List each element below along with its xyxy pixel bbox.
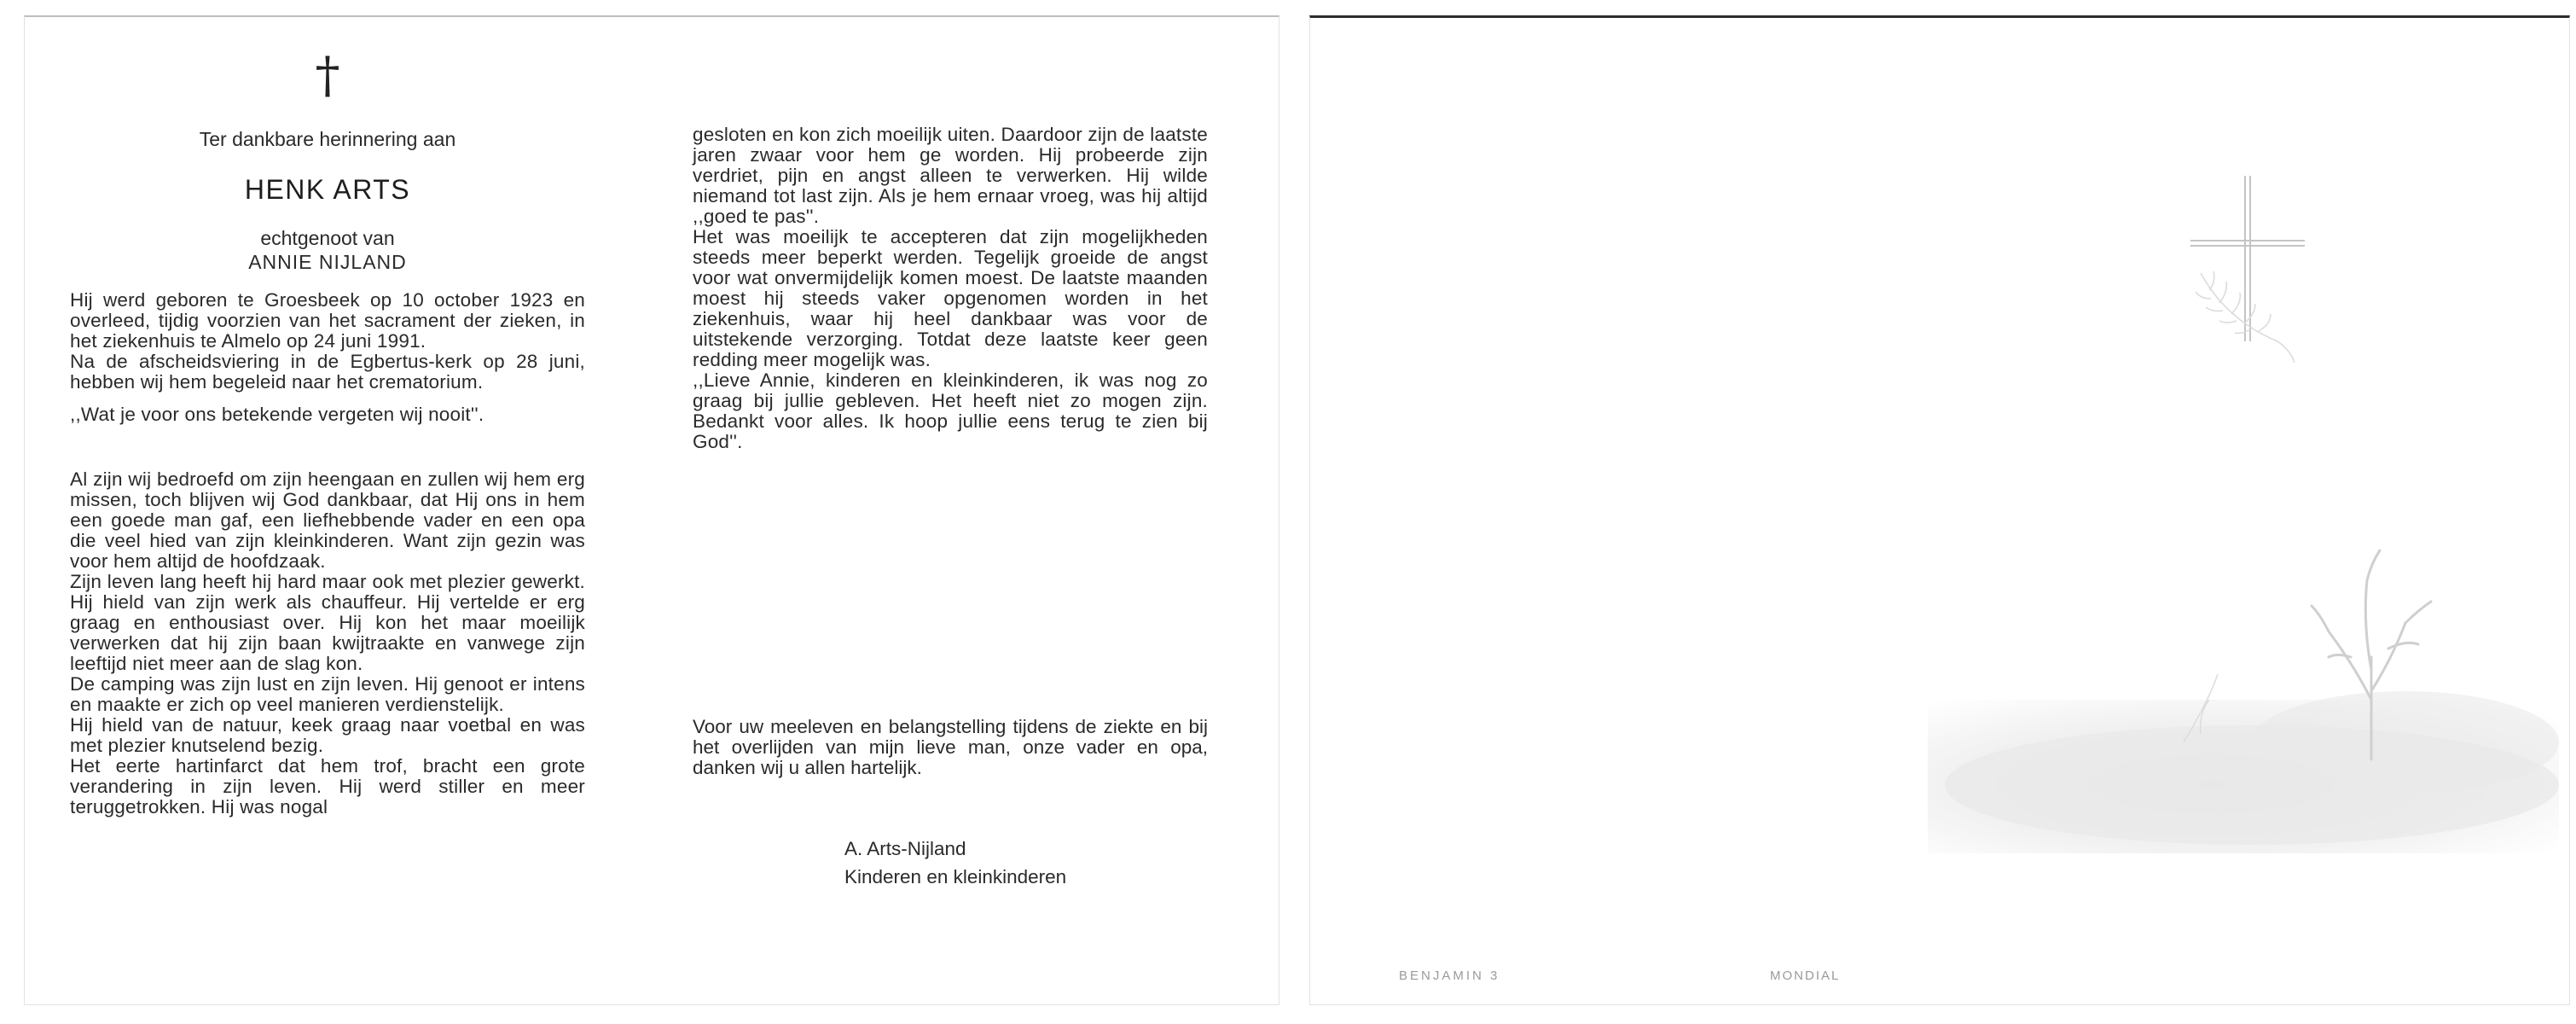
- deceased-name: HENK ARTS: [244, 174, 411, 205]
- cross-icon: †: [315, 46, 340, 104]
- paragraph: Het was moeilijk te accepteren dat zijn mogelijkheden steeds meer beperkt werden. Tegelijk groeide de angst voor wat onvermijdelijk komen moest. De laatste maanden moest hij steeds vaker opgenomen worden in het ziekenhuis, waar hij heel dankbaar was voor de uitstekende verzorging. Totdat deze laatste keer geen redding meer mogelijk was.: [693, 226, 1208, 370]
- paragraph: Hij werd geboren te Groesbeek op 10 october 1923 en overleed, tijdig voorzien van het sacrament der zieken, in het ziekenhuis te Almelo op 24 juni 1991.: [70, 289, 585, 352]
- paragraph: Al zijn wij bedroefd om zijn heengaan en zullen wij hem erg missen, toch blijven wij God dankbaar, dat Hij ons in hem een goede man gaf, een liefhebbende vader en een opa die veel hied van zijn kleinkinderen. Want zijn gezin was voor hem altijd de hoofdzaak.: [70, 468, 585, 572]
- paragraph: Het eerte hartinfarct dat hem trof, bracht een grote verandering in zijn leven. Hij werd stiller en meer teruggetrokken. Hij was nogal: [70, 755, 585, 817]
- signature-line-name: A. Arts-Nijland: [844, 838, 966, 859]
- cross-with-palm-icon: [2167, 171, 2320, 375]
- intro-text: Ter dankbare herinnering aan: [199, 128, 456, 150]
- paragraph: gesloten en kon zich moeilijk uiten. Daardoor zijn de laatste jaren zwaar voor hem ge worden. Hij probeerde zijn verdriet, pijn en angst alleen te verwerken. Hij wilde niemand tot last zijn. Als je hem ernaar vroeg, was hij altijd ,,goed te pas''.: [693, 124, 1208, 227]
- thanks-paragraph: Voor uw meeleven en belangstelling tijdens de ziekte en bij het overlijden van mijn lieve man, onze vader en opa, danken wij u allen hartelijk.: [693, 716, 1208, 778]
- spouse-label: echtgenoot van: [260, 227, 395, 249]
- card-cover-page: [1309, 15, 2570, 1005]
- signature: [844, 835, 1066, 891]
- left-text-column: [70, 290, 585, 817]
- series-name: MONDIAL: [1770, 969, 1841, 983]
- spouse-name: ANNIE NIJLAND: [248, 251, 407, 273]
- right-text-column: [693, 125, 1208, 452]
- quote-paragraph: ,,Wat je voor ons betekende vergeten wij nooit''.: [70, 404, 484, 425]
- paragraph: Zijn leven lang heeft hij hard maar ook met plezier gewerkt. Hij hield van zijn werk als chauffeur. Hij vertelde er erg graag en enthousiast over. Hij kon het maar moeilijk verwerken dat hij zijn baan kwijtraakte en vanwege zijn leeftijd niet meer aan de slag kon.: [70, 571, 585, 674]
- paragraph: ,,Lieve Annie, kinderen en kleinkinderen, ik was nog zo graag bij jullie gebleven. Het heeft niet zo mogen zijn. Bedankt voor alles. Ik hoop jullie eens terug te zien bij God''.: [693, 369, 1208, 452]
- paragraph: Hij hield van de natuur, keek graag naar voetbal en was met plezier knutselend bezig.: [70, 714, 585, 756]
- paragraph: Na de afscheidsviering in de Egbertus-kerk op 28 juni, hebben wij hem begeleid naar het crematorium.: [70, 351, 585, 393]
- paragraph: De camping was zijn lust en zijn leven. Hij genoot er intens en maakte er zich op veel manieren verdienstelijk.: [70, 673, 585, 715]
- tree-landscape-illustration: [1928, 529, 2559, 853]
- signature-line-family: Kinderen en kleinkinderen: [844, 866, 1067, 887]
- publisher-code: BENJAMIN 3: [1399, 969, 1500, 983]
